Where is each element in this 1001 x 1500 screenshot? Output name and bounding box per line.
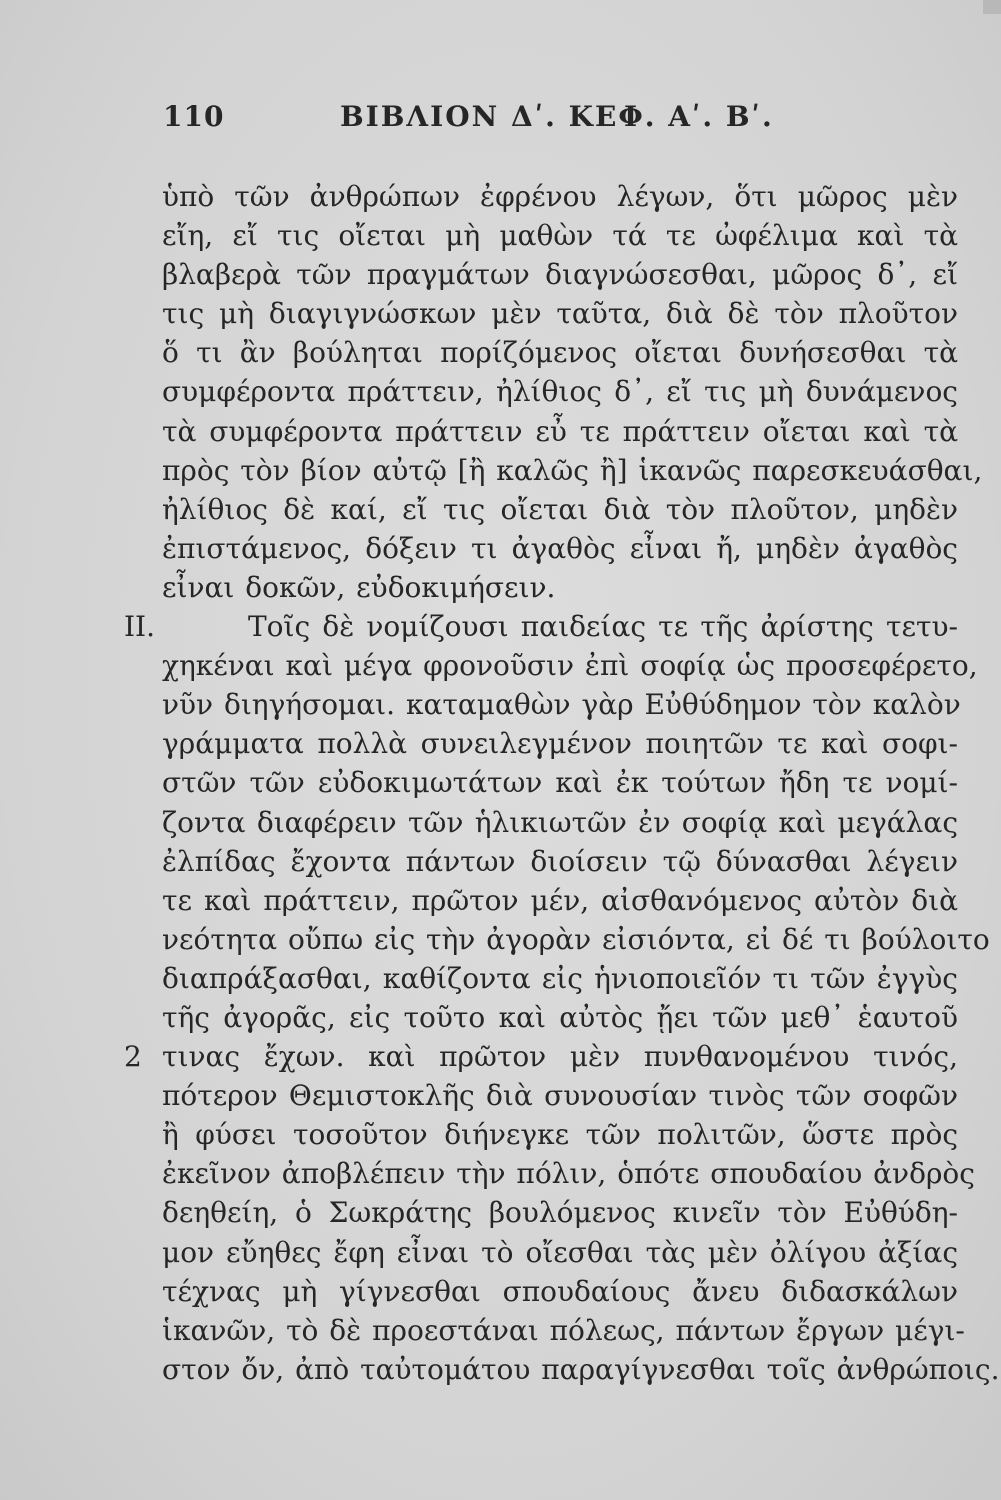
text-line: στον ὄν, ἀπὸ ταὐτομάτου παραγίγνεσθαι τοῖς ἀνθρώποις.	[162, 1352, 1000, 1386]
text-line: ἐλπίδας ἔχοντα πάντων διοίσειν τῷ δύνασθαι λέγειν	[162, 844, 958, 878]
text-line: τις μὴ διαγιγνώσκων μὲν ταῦτα, διὰ δὲ τὸν πλοῦτον	[162, 297, 958, 331]
text-line: συμφέροντα πράττειν, ἠλίθιος δ᾽, εἴ τις μὴ δυνάμενος	[162, 375, 958, 409]
text-line: τῆς ἀγορᾶς, εἰς τοῦτο καὶ αὐτὸς ᾔει τῶν μεθ᾽ ἑαυτοῦ	[162, 1000, 958, 1034]
text-line: ἐπιστάμενος, δόξειν τι ἀγαθὸς εἶναι ἤ, μηδὲν ἀγαθὸς	[162, 531, 958, 565]
text-line: εἴη, εἴ τις οἴεται μὴ μαθὼν τά τε ὠφέλιμα καὶ τὰ	[162, 219, 958, 253]
text-line: πρὸς τὸν βίον αὐτῷ [ἢ καλῶς ἢ] ἱκανῶς παρεσκευάσθαι,	[162, 453, 983, 487]
paragraph-number: 2	[124, 1040, 142, 1074]
text-line: ὑπὸ τῶν ἀνθρώπων ἐφρένου λέγων, ὅτι μῶρος μὲν	[162, 180, 958, 213]
text-line: ἐκεῖνον ἀποβλέπειν τὴν πόλιν, ὁπότε σπουδαίου ἀνδρὸς	[162, 1157, 975, 1191]
text-line: ἱκανῶν, τὸ δὲ προεστάναι πόλεως, πάντων ἔργων μέγι-	[162, 1313, 965, 1347]
text-line: εἶναι δοκῶν, εὐδοκιμήσειν.	[162, 570, 556, 604]
section-number: II.	[124, 610, 156, 644]
text-line: νῦν διηγήσομαι. καταμαθὼν γὰρ Εὐθύδημον τὸν καλὸν	[162, 688, 961, 722]
text-line: βλαβερὰ τῶν πραγμάτων διαγνώσεσθαι, μῶρος δ᾽, εἴ	[162, 258, 958, 292]
text-line: χηκέναι καὶ μέγα φρονοῦσιν ἐπὶ σοφίᾳ ὡς προσεφέρετο,	[162, 649, 978, 683]
text-line-content: τινας ἔχων. καὶ πρῶτον μὲν πυνθανομένου τινός,	[162, 1040, 958, 1074]
text-line: τέχνας μὴ γίγνεσθαι σπουδαίους ἄνευ διδασκάλων	[162, 1274, 958, 1308]
text-line: ἢ φύσει τοσοῦτον διήνεγκε τῶν πολιτῶν, ὥστε πρὸς	[162, 1118, 958, 1152]
paragraph-2-line	[124, 1037, 958, 1076]
text-line: τε καὶ πράττειν, πρῶτον μέν, αἰσθανόμενος αὐτὸν διὰ	[162, 883, 958, 917]
section-first-line	[124, 607, 958, 646]
text-line: δεηθείη, ὁ Σωκράτης βουλόμενος κινεῖν τὸν Εὐθύδη-	[162, 1196, 958, 1230]
text-line: πότερον Θεμιστοκλῆς διὰ συνουσίαν τινὸς τῶν σοφῶν	[162, 1079, 958, 1113]
page-header	[0, 100, 1001, 140]
page-number: 110	[163, 100, 225, 133]
running-head: ΒΙΒΛΙΟΝ Δʹ. ΚΕΦ. Αʹ. Βʹ.	[340, 100, 774, 133]
page-edge-mark	[983, 0, 1001, 14]
text-line: ζοντα διαφέρειν τῶν ἡλικιωτῶν ἐν σοφίᾳ καὶ μεγάλας	[162, 805, 958, 839]
text-line: γράμματα πολλὰ συνειλεγμένον ποιητῶν τε καὶ σοφι-	[162, 727, 958, 761]
text-line: νεότητα οὔπω εἰς τὴν ἀγορὰν εἰσιόντα, εἰ δέ τι βούλοιτο	[162, 922, 990, 956]
body-text	[124, 177, 1000, 1389]
text-line: τὰ συμφέροντα πράττειν εὖ τε πράττειν οἴεται καὶ τὰ	[162, 414, 958, 448]
text-line: ὅ τι ἂν βούληται πορίζόμενος οἴεται δυνήσεσθαι τὰ	[162, 336, 958, 370]
text-line: διαπράξασθαι, καθίζοντα εἰς ἡνιοποιεῖόν τι τῶν ἐγγὺς	[162, 961, 958, 995]
text-line: ἠλίθιος δὲ καί, εἴ τις οἴεται διὰ τὸν πλοῦτον, μηδὲν	[162, 492, 958, 526]
text-line-content: Τοῖς δὲ νομίζουσι παιδείας τε τῆς ἀρίστης τετυ-	[248, 610, 958, 644]
text-line: στῶν τῶν εὐδοκιμωτάτων καὶ ἐκ τούτων ἤδη τε νομί-	[162, 766, 958, 800]
text-line: μον εὔηθες ἔφη εἶναι τὸ οἴεσθαι τὰς μὲν ὀλίγου ἀξίας	[162, 1235, 958, 1269]
